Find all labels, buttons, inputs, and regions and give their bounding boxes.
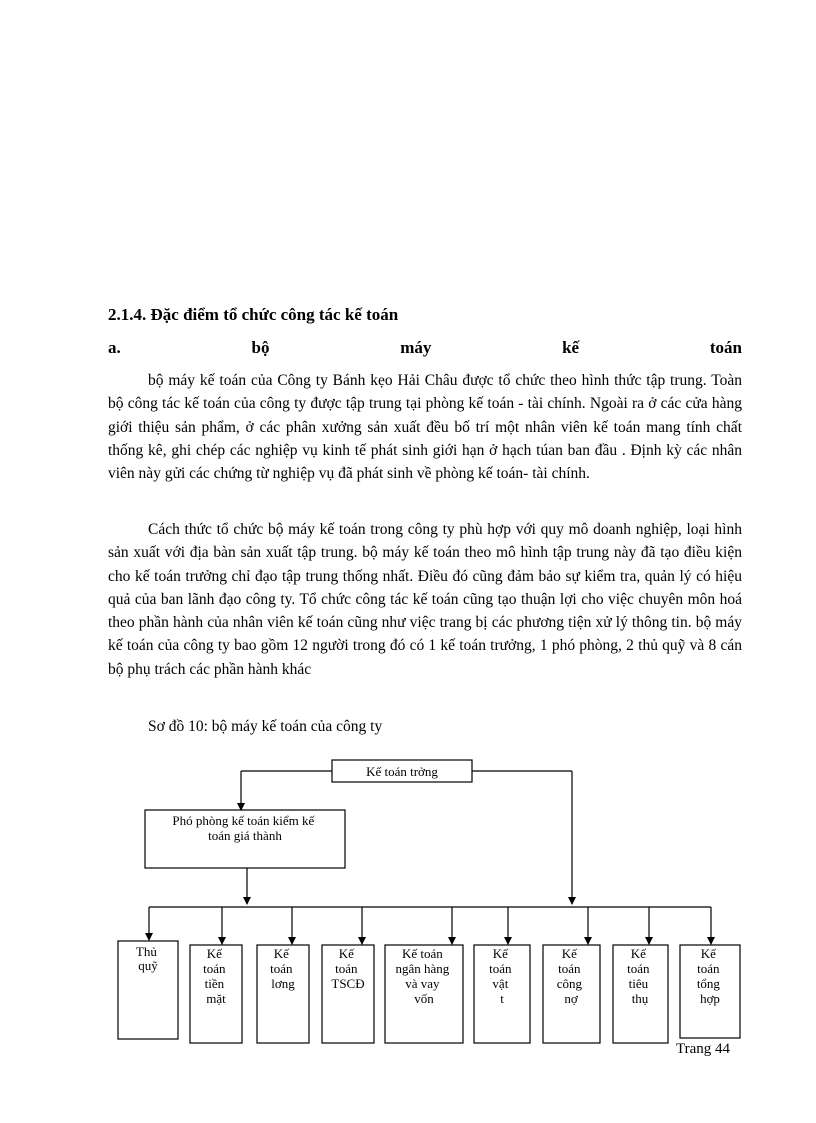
- drop-arrows: [149, 907, 711, 944]
- diagram-caption: Sơ đồ 10: bộ máy kế toán của công ty: [148, 718, 383, 735]
- staff-label-sales: Kế toán tiêu thụ: [627, 946, 650, 1006]
- paragraph-1: bộ máy kế toán của Công ty Bánh kẹo Hải Châu được tổ chức theo hình thức tập trung. Toàn bộ công tác kế toán của công ty được tập trung tại phòng kế toán - tài chính. Ngoài ra ở các cửa hàng giới thiệu sản phẩm, ở các phân xưởng sản xuất đều bố trí một nhân viên kế toán mang tính chất thống kê, ghi chép các nghiệp vụ kinh tế phát sinh giới hạn ở hạch túan ban đầu . Định kỳ các nhân viên này gửi các chứng từ nghiệp vụ đã phát sinh về phòng kế toán- tài chính.: [108, 372, 742, 483]
- subheading-word: bộ: [251, 338, 270, 357]
- chief-accountant-label: Kế toán trởng: [366, 764, 438, 779]
- subheading-word: máy: [400, 338, 432, 357]
- page-number: Trang 44: [676, 1041, 731, 1057]
- staff-label-cash: Kế toán tiền mặt: [203, 946, 226, 1006]
- staff-label-general: Kế toán tổng hợp: [696, 946, 720, 1006]
- section-heading: 2.1.4. Đặc điểm tổ chức công tác kế toán: [108, 305, 399, 324]
- staff-label-cashier: Thủ quỹ: [135, 944, 158, 973]
- subheading-word: a.: [108, 338, 121, 357]
- staff-label-payroll: Kế toán lơng: [270, 946, 295, 991]
- staff-label-receivables: Kế toán công nợ: [556, 946, 583, 1006]
- chief-connectors: [241, 771, 572, 904]
- staff-label-materials: Kế toán vật t: [489, 946, 512, 1006]
- paragraph-2: Cách thức tổ chức bộ máy kế toán trong công ty phù hợp với quy mô doanh nghiệp, loại hình sản xuất với địa bàn sản xuất tập trung. bộ máy kế toán theo mô hình tập trung này đã tạo điều kiện cho kế toán trưởng chỉ đạo tập trung thống nhất. Điều đó cũng đảm bảo sự kiểm tra, quản lý có hiệu quả của ban lãnh đạo công ty. Tổ chức công tác kế toán cũng tạo thuận lợi cho việc chuyên môn hoá theo phần hành của nhân viên kế toán cũng như việc trang bị các phương tiện xử lý thông tin. bộ máy kế toán của công ty bao gồm 12 người trong đó có 1 kế toán trưởng, 1 phó phòng, 2 thủ quỹ và 8 cán bộ phụ trách các phần hành khác: [108, 521, 742, 678]
- deputy-head-label: Phó phòng kế toán kiểm kế toán giá thành: [172, 813, 315, 843]
- subheading-word: toán: [709, 338, 742, 357]
- staff-label-fixed-assets: Kế toán TSCĐ: [331, 946, 365, 991]
- staff-label-bank-loans: Kế toán ngân hàng và vay vốn: [395, 946, 450, 1006]
- subheading-word: kế: [562, 338, 580, 357]
